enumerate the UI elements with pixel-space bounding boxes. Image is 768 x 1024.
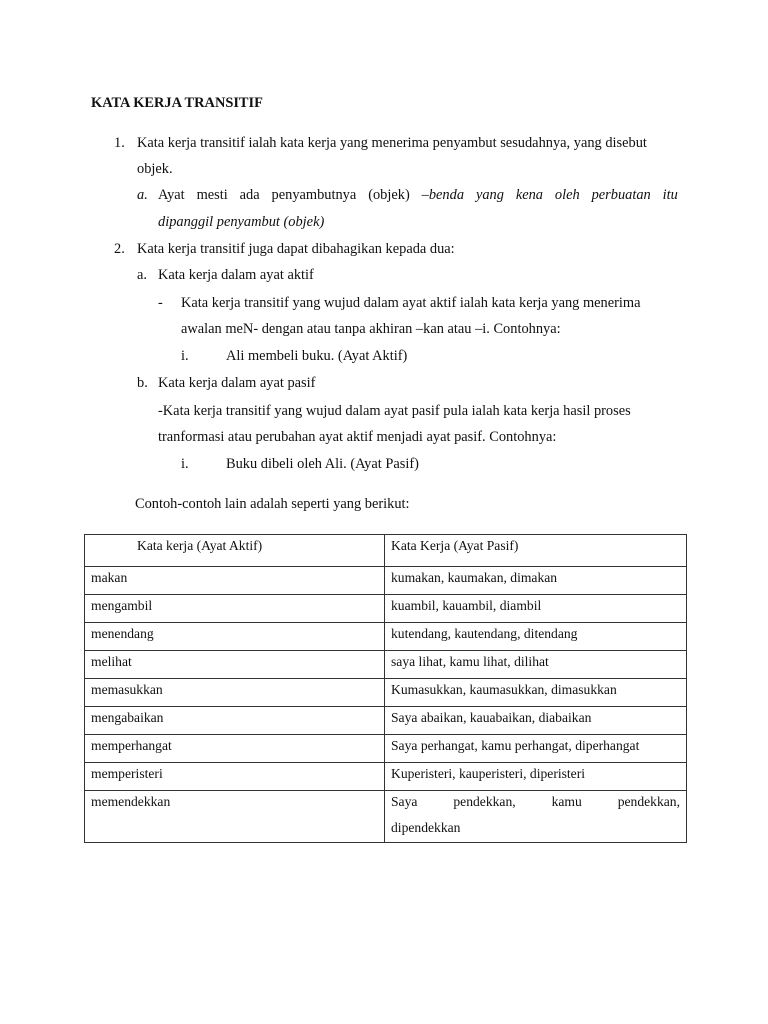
item-2a-example-marker: i.	[181, 348, 189, 364]
passive-forms-cell: Saya abaikan, kauabaikan, diabaikan	[385, 707, 687, 735]
item-1a-word: itu	[662, 187, 678, 203]
item-2b-example: Buku dibeli oleh Ali. (Ayat Pasif)	[226, 456, 419, 472]
item-1a-word: mesti	[196, 187, 228, 203]
item-2b-text-line-1: -Kata kerja transitif yang wujud dalam ayat pasif pula ialah kata kerja hasil proses	[158, 403, 631, 419]
item-2a-text-line-1: Kata kerja transitif yang wujud dalam ayat aktif ialah kata kerja yang menerima	[181, 295, 641, 311]
table-row	[85, 735, 687, 763]
active-verb-cell: makan	[85, 567, 385, 595]
item-2b-example-marker: i.	[181, 456, 189, 472]
item-2a-marker: a.	[137, 267, 147, 283]
passive-forms-word: pendekkan,	[617, 794, 680, 809]
item-1a-word: yang	[475, 187, 504, 203]
passive-forms-cell: Kumasukkan, kaumasukkan, dimasukkan	[385, 679, 687, 707]
active-verb-cell: memperhangat	[85, 735, 385, 763]
item-2-line-1: Kata kerja transitif juga dapat dibahagikan kepada dua:	[137, 241, 455, 257]
item-1a-word: Ayat	[158, 187, 185, 203]
header-active: Kata kerja (Ayat Aktif)	[85, 535, 385, 567]
passive-forms-cell	[385, 791, 687, 843]
item-1a-marker: a.	[137, 187, 148, 203]
passive-forms-word: kamu	[551, 794, 582, 809]
item-1a-word: ada	[239, 187, 260, 203]
item-1-line-1: Kata kerja transitif ialah kata kerja yang menerima penyambut sesudahnya, yang disebut	[137, 135, 647, 151]
active-verb-cell: menendang	[85, 623, 385, 651]
item-1a-line-2: dipanggil penyambut (objek)	[158, 214, 325, 230]
item-2a-dash: -	[158, 295, 163, 311]
active-verb-cell: memendekkan	[85, 791, 385, 843]
item-1a-word: penyambutnya	[271, 187, 357, 203]
item-1a-word: kena	[515, 187, 543, 203]
table-row	[85, 651, 687, 679]
passive-forms-cell: kumakan, kaumakan, dimakan	[385, 567, 687, 595]
item-1a-word: perbuatan	[591, 187, 651, 203]
passive-forms-cell: Kuperisteri, kauperisteri, diperisteri	[385, 763, 687, 791]
item-1a-word: –benda	[421, 187, 465, 203]
passive-forms-line-1	[391, 795, 680, 809]
table-row	[85, 679, 687, 707]
item-1a-word: (objek)	[368, 187, 410, 203]
active-verb-cell: memperisteri	[85, 763, 385, 791]
item-2a-text-line-2: awalan meN- dengan atau tanpa akhiran –kan atau –i. Contohnya:	[181, 321, 561, 337]
table-row	[85, 763, 687, 791]
active-verb-cell: memasukkan	[85, 679, 385, 707]
header-passive: Kata Kerja (Ayat Pasif)	[385, 535, 687, 567]
item-1a-line-1	[158, 188, 678, 202]
active-verb-cell: melihat	[85, 651, 385, 679]
passive-forms-cell: kuambil, kauambil, diambil	[385, 595, 687, 623]
examples-intro: Contoh-contoh lain adalah seperti yang berikut:	[135, 496, 410, 512]
item-2a-heading: Kata kerja dalam ayat aktif	[158, 267, 314, 283]
table-row	[85, 791, 687, 843]
passive-forms-cell: Saya perhangat, kamu perhangat, diperhangat	[385, 735, 687, 763]
item-1-line-2: objek.	[137, 161, 173, 177]
passive-forms-cell: kutendang, kautendang, ditendang	[385, 623, 687, 651]
table-row	[85, 623, 687, 651]
passive-forms-cell: saya lihat, kamu lihat, dilihat	[385, 651, 687, 679]
table-row	[85, 595, 687, 623]
table-row	[85, 707, 687, 735]
item-2b-marker: b.	[137, 375, 148, 391]
item-2b-heading: Kata kerja dalam ayat pasif	[158, 375, 316, 391]
verb-table	[84, 534, 687, 843]
item-1a-word: oleh	[554, 187, 580, 203]
active-verb-cell: mengambil	[85, 595, 385, 623]
active-verb-cell: mengabaikan	[85, 707, 385, 735]
table-header-row	[85, 535, 687, 567]
page-title: KATA KERJA TRANSITIF	[91, 95, 263, 111]
table-row	[85, 567, 687, 595]
passive-forms-line-2: dipendekkan	[391, 819, 461, 835]
item-2a-example: Ali membeli buku. (Ayat Aktif)	[226, 348, 408, 364]
passive-forms-word: pendekkan,	[453, 794, 516, 809]
item-1-number: 1.	[114, 135, 125, 151]
item-2b-text-line-2: tranformasi atau perubahan ayat aktif menjadi ayat pasif. Contohnya:	[158, 429, 557, 445]
passive-forms-word: Saya	[391, 794, 418, 809]
item-2-number: 2.	[114, 241, 125, 257]
